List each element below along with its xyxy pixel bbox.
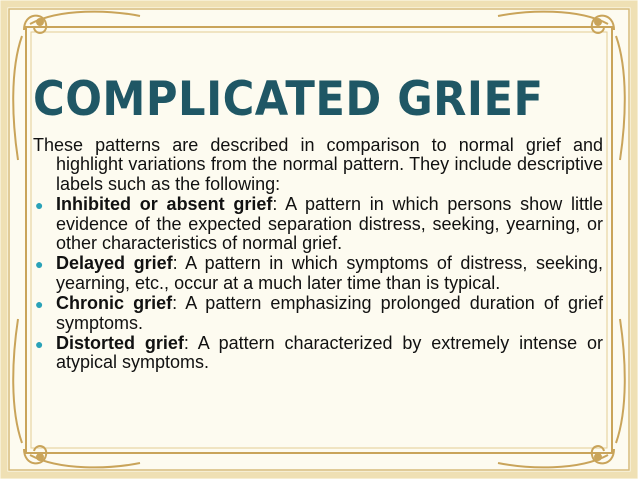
bullet-dot-icon: ● [35, 256, 44, 273]
slide-title: COMPLICATED GRIEF [33, 72, 544, 127]
bullet-text: : A pattern emphasizing prolonged duration of grief symptoms. [56, 293, 603, 333]
bullet-dot-icon: ● [35, 336, 44, 353]
list-item [33, 254, 603, 293]
bullet-text: : A pattern characterized by extremely intense or atypical symptoms. [56, 333, 603, 373]
bullet-term: Chronic grief [56, 293, 173, 314]
bullet-term: Inhibited or absent grief [56, 194, 273, 215]
bullet-dot-icon: ● [35, 296, 44, 313]
intro-text: These patterns are described in comparison to normal grief and highlight variations from the normal pattern. They include descriptive labels such as the following: [33, 135, 603, 194]
bullet-term: Delayed grief [56, 253, 173, 274]
bullet-term: Distorted grief [56, 333, 184, 354]
bullet-list [33, 195, 603, 373]
bullet-text: : A pattern in which persons show little evidence of the expected separation distress, seeking, yearning, or other characteristics of normal grief. [56, 194, 603, 254]
list-item [33, 334, 603, 373]
bullet-dot-icon: ● [35, 197, 44, 214]
slide-body [33, 136, 603, 374]
list-item [33, 195, 603, 253]
list-item [33, 294, 603, 333]
bullet-text: : A pattern in which symptoms of distress, seeking, yearning, etc., occur at a much later time than is typical. [56, 253, 603, 293]
